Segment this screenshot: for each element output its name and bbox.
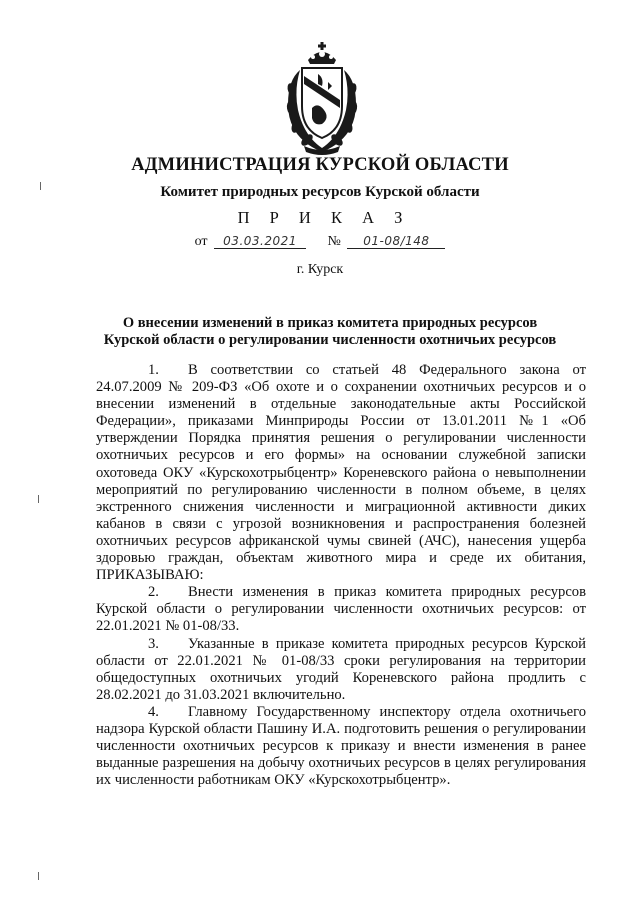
crown-icon xyxy=(308,42,336,64)
paragraph-number: 4. xyxy=(148,703,159,720)
handwritten-date: 03.03.2021 xyxy=(214,234,306,249)
paragraph-1 xyxy=(96,362,586,584)
agency-title: АДМИНИСТРАЦИЯ КУРСКОЙ ОБЛАСТИ xyxy=(131,155,509,175)
paragraph-2 xyxy=(96,584,586,635)
paragraph-number: 1. xyxy=(148,362,159,378)
paragraph-text: В соответствии со статьей 48 Федерального закона от 24.07.2009 № 209-ФЗ «Об охоте и о сохранении охотничьих ресурсов и о внесении изменений в отдельные законодательные акты Российской Федерации», приказами Минприроды России от 13.01.2011 №1 «Об утверждении Порядка принятия решения о регулировании численности охотничьих ресурсов и его формы» на основании служебной записки охотоведа ОКУ «Курскохотрыбцентр» Кореневского района о невыполнении мероприятий по регулированию численности в полном объеме, в целях экстренного снижения численности и миграционной активности диких кабанов в связи с угрозой возникновения и распространения болезней охотничьих ресурсов африканской чумы свиней (АЧС), нанесения ущерба здоровью граждан, объектам животного мира и среде их обитания, ПРИКАЗЫВАЮ: xyxy=(96,362,586,584)
document-type: П Р И К А З xyxy=(237,208,411,227)
number-prefix: № xyxy=(327,234,341,249)
scan-margin-mark xyxy=(40,182,41,190)
city-line: г. Курск xyxy=(296,262,344,277)
scan-margin-mark xyxy=(38,495,39,503)
shield-icon xyxy=(302,68,342,138)
order-body xyxy=(96,362,586,789)
scan-margin-mark xyxy=(38,872,39,880)
order-title-line-2: Курской области о регулировании численности охотничьих ресурсов xyxy=(103,332,557,348)
ribbon-icon xyxy=(304,146,340,155)
paragraph-number: 2. xyxy=(148,584,159,601)
handwritten-number: 01-08/148 xyxy=(347,234,445,249)
date-prefix: от xyxy=(194,234,208,249)
paragraph-4 xyxy=(96,704,586,789)
paragraph-3 xyxy=(96,636,586,704)
order-title xyxy=(100,315,560,349)
committee-name: Комитет природных ресурсов Курской области xyxy=(160,184,480,200)
paragraph-text: Указанные в приказе комитета природных ресурсов Курской области от 22.01.2021 № 01-08/33 сроки регулирования на территории общедоступных охотничьих угодий Кореневского района продлить с 28.02.2021 до 31.03.2021 включительно. xyxy=(96,635,586,703)
coat-of-arms-icon xyxy=(282,40,362,156)
paragraph-number: 3. xyxy=(148,635,159,652)
paragraph-text: Внести изменения в приказ комитета природных ресурсов Курской области о регулировании численности охотничьих ресурсов: от 22.01.2021 № 01-08/33. xyxy=(96,584,586,635)
date-number-line xyxy=(0,234,640,250)
paragraph-text: Главному Государственному инспектору отдела охотничьего надзора Курской области Пашину И.А. подготовить решения о регулировании численности охотничьих ресурсов к приказу и внести изменения в ранее выданные разрешения на добычу охотничьих ресурсов в целях регулирования их численности работникам ОКУ «Курскохотрыбцентр». xyxy=(96,703,586,789)
order-title-line-1: О внесении изменений в приказ комитета природных ресурсов xyxy=(122,315,538,331)
